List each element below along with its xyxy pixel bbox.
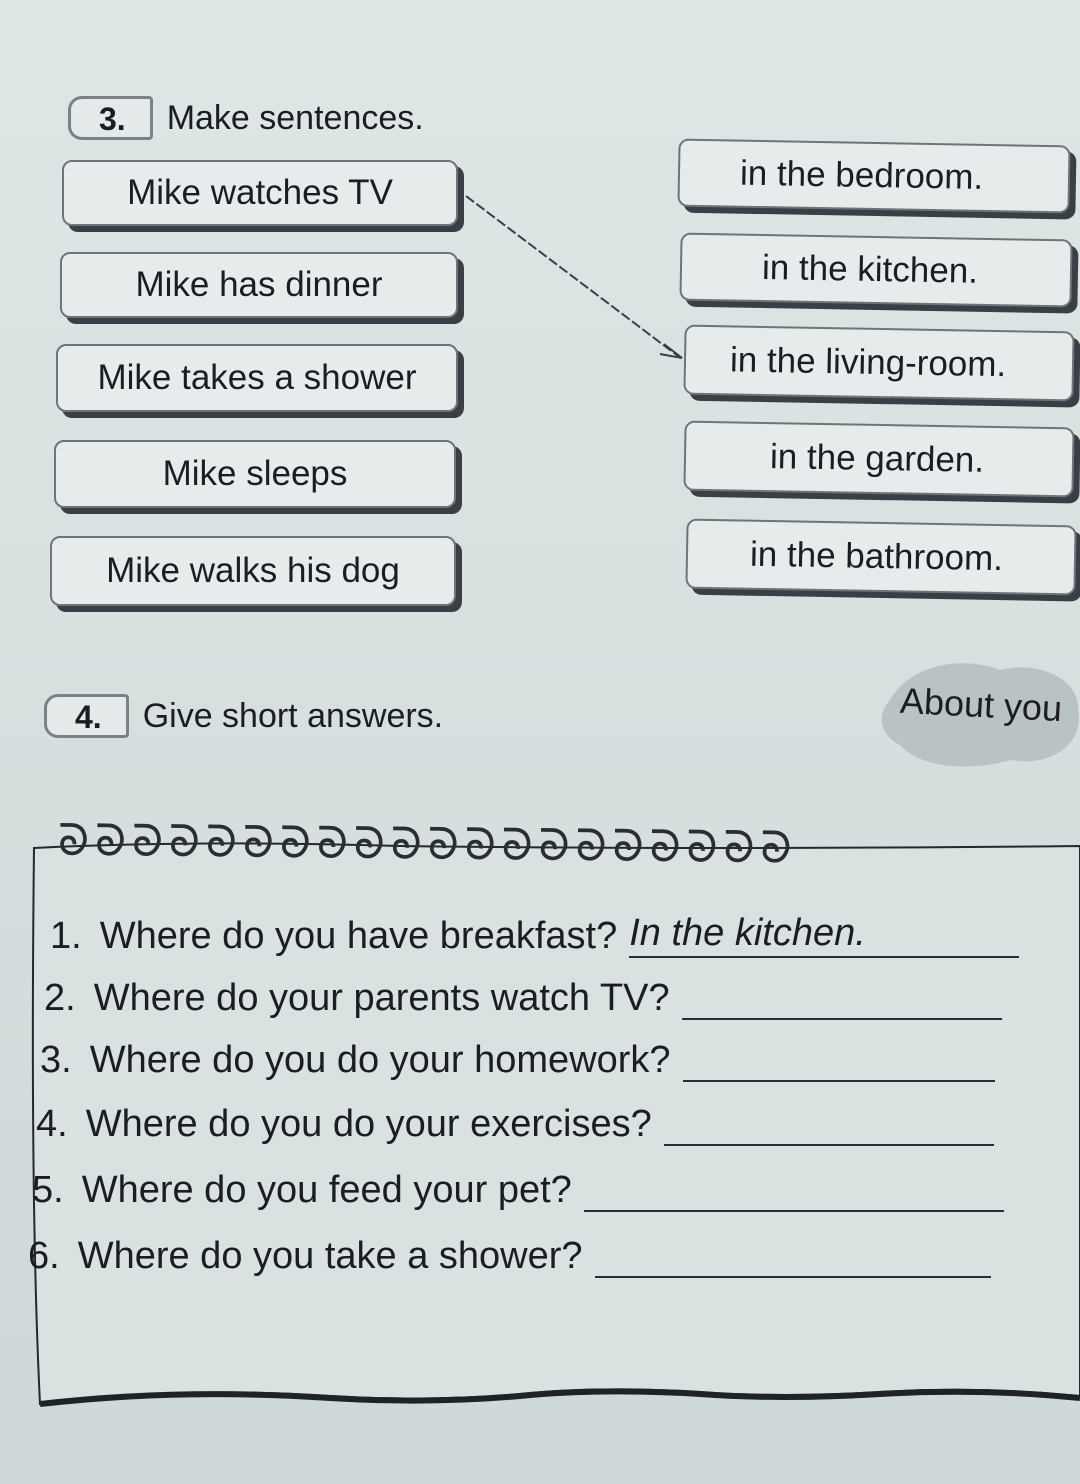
swirl-border-icon: ᘐᘐᘐᘐᘐᘐᘐᘐᘐᘐᘐᘐᘐᘐᘐᘐᘐᘐᘐᘐ: [57, 816, 798, 873]
question-text: Where do you feed your pet?: [81, 1169, 572, 1211]
question-number: 5.: [32, 1169, 64, 1211]
right-phrase-label: in the bedroom.: [739, 153, 984, 197]
left-phrase-label: Mike walks his dog: [106, 551, 400, 590]
question-text: Where do you do your homework?: [89, 1039, 671, 1081]
question-row: [44, 974, 1002, 1020]
right-phrase-label: in the bathroom.: [749, 534, 1004, 579]
right-phrase-label: in the kitchen.: [761, 248, 979, 291]
left-phrase-label: Mike has dinner: [135, 265, 383, 304]
answer-field[interactable]: [664, 1100, 994, 1146]
question-row: [32, 1166, 1004, 1212]
left-phrase-label: Mike sleeps: [162, 454, 348, 493]
right-phrase-label: in the garden.: [769, 437, 985, 480]
question-row: [28, 1232, 991, 1278]
question-number: 1.: [50, 915, 82, 957]
answer-field[interactable]: [584, 1166, 1004, 1212]
question-number: 2.: [44, 977, 76, 1019]
question-text: Where do you do your exercises?: [85, 1103, 652, 1145]
question-row: [36, 1100, 994, 1146]
question-number: 6.: [28, 1235, 60, 1277]
question-number: 4.: [36, 1103, 68, 1145]
task-3-title: Make sentences.: [166, 98, 424, 137]
task-4-number: 4.: [44, 694, 129, 738]
question-row: [40, 1036, 995, 1082]
answer-field[interactable]: [595, 1232, 991, 1278]
question-text: Where do you have breakfast?: [99, 915, 618, 957]
about-you-badge: About you: [899, 679, 1064, 730]
question-text: Where do your parents watch TV?: [93, 977, 670, 1019]
left-phrase-label: Mike takes a shower: [97, 358, 417, 397]
task-4-title: Give short answers.: [142, 696, 444, 735]
answer-field[interactable]: [682, 974, 1002, 1020]
left-phrase-label: Mike watches TV: [127, 173, 393, 212]
question-text: Where do you take a shower?: [77, 1235, 583, 1277]
answer-field[interactable]: In the kitchen.: [629, 912, 1019, 958]
task-3-number: 3.: [68, 96, 153, 140]
answer-field[interactable]: [683, 1036, 995, 1082]
question-row: [50, 912, 1019, 958]
question-number: 3.: [40, 1039, 72, 1081]
right-phrase-label: in the living-room.: [729, 340, 1007, 385]
